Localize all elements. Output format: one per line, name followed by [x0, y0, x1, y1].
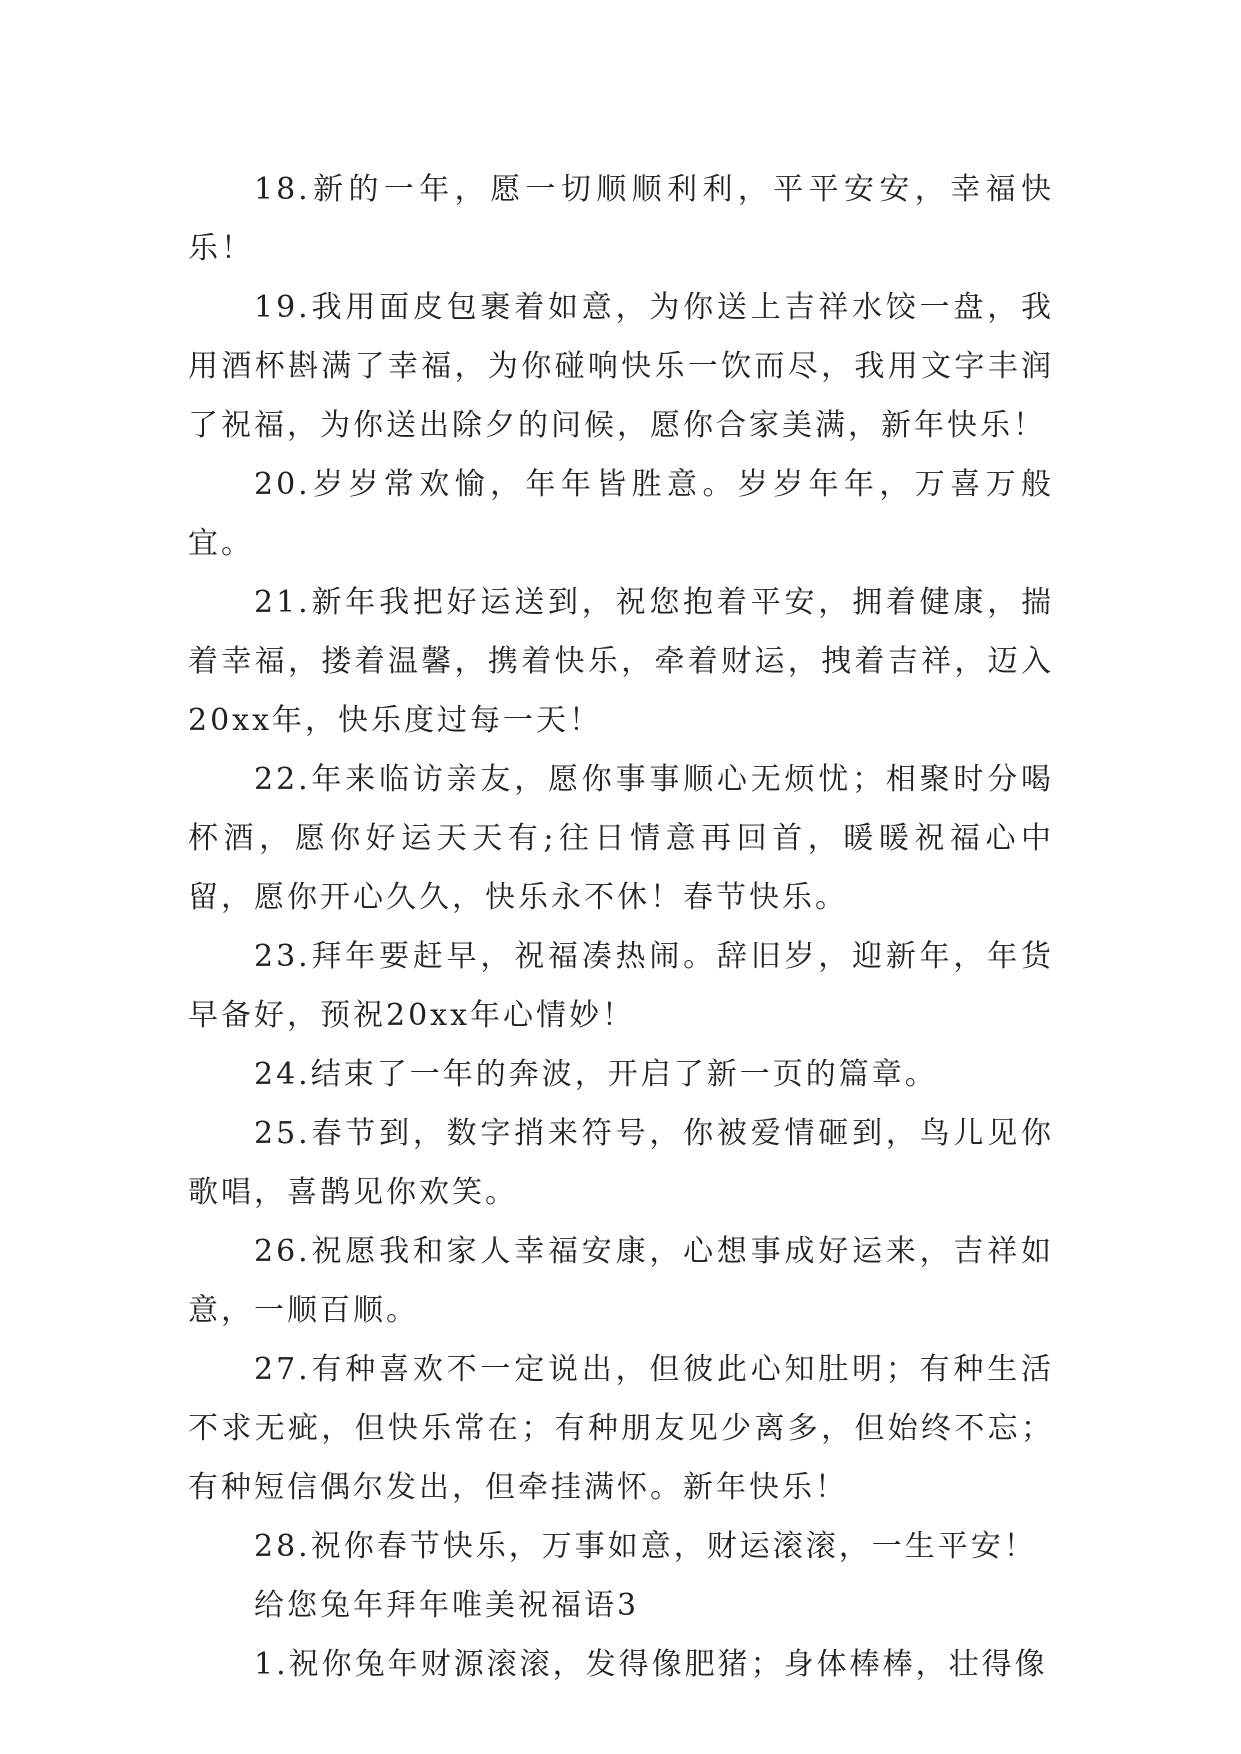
paragraph-26: 26.祝愿我和家人幸福安康，心想事成好运来，吉祥如意，一顺百顺。	[188, 1234, 1054, 1328]
paragraph-28: 28.祝你春节快乐，万事如意，财运滚滚，一生平安！	[254, 1529, 1037, 1564]
paragraph-25: 25.春节到，数字捎来符号，你被爱情砸到，鸟儿见你歌唱，喜鹊见你欢笑。	[188, 1116, 1054, 1210]
paragraph-27: 27.有种喜欢不一定说出，但彼此心知肚明；有种生活不求无疵，但快乐常在；有种朋友见少离多，但始终不忘；有种短信偶尔发出，但牵挂满怀。新年快乐！	[188, 1352, 1054, 1505]
paragraph-23: 23.拜年要赶早，祝福凑热闹。辞旧岁，迎新年，年货早备好，预祝20xx年心情妙！	[188, 939, 1054, 1033]
document-body	[188, 160, 1054, 1694]
paragraph-24: 24.结束了一年的奔波，开启了新一页的篇章。	[254, 1057, 938, 1092]
paragraph-21: 21.新年我把好运送到，祝您抱着平安，拥着健康，揣着幸福，搂着温馨，携着快乐，牵着财运，拽着吉祥，迈入20xx年，快乐度过每一天！	[188, 585, 1054, 738]
paragraph-22: 22.年来临访亲友，愿你事事顺心无烦忧；相聚时分喝杯酒，愿你好运天天有;往日情意再回首，暖暖祝福心中留，愿你开心久久，快乐永不休！春节快乐。	[188, 762, 1054, 915]
paragraph-19: 19.我用面皮包裹着如意，为你送上吉祥水饺一盘，我用酒杯斟满了幸福，为你碰响快乐一饮而尽，我用文字丰润了祝福，为你送出除夕的问候，愿你合家美满，新年快乐！	[188, 290, 1054, 443]
paragraph-1: 1.祝你兔年财源滚滚，发得像肥猪；身体棒棒，壮得像	[254, 1647, 1048, 1682]
section-heading: 给您兔年拜年唯美祝福语3	[254, 1588, 640, 1623]
paragraph-18: 18.新的一年，愿一切顺顺利利，平平安安，幸福快乐！	[188, 172, 1054, 266]
paragraph-20: 20.岁岁常欢愉，年年皆胜意。岁岁年年，万喜万般宜。	[188, 467, 1054, 561]
